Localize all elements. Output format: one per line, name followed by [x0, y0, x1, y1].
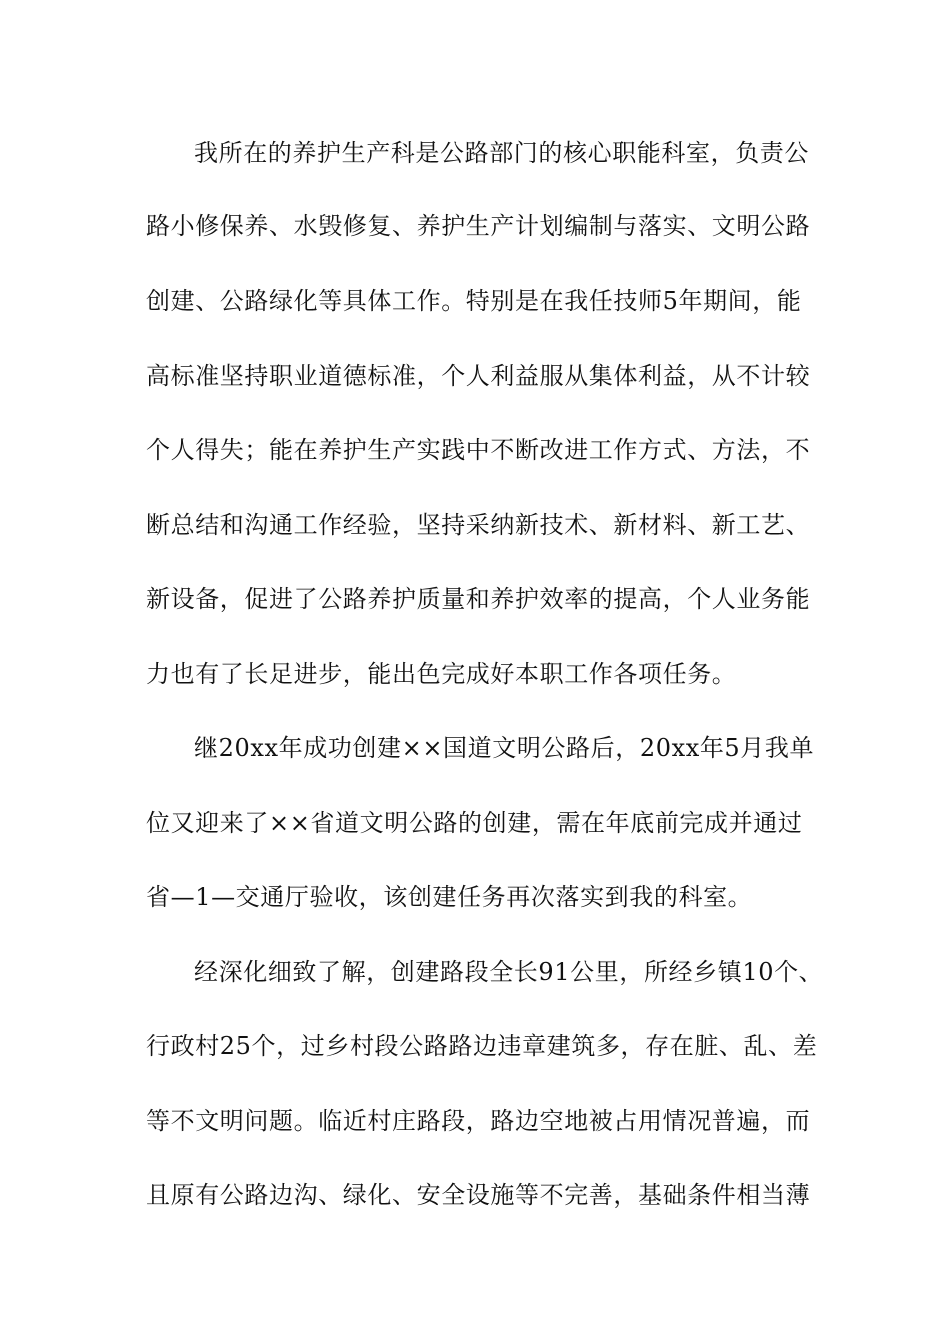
paragraph-1-line-1: 我所在的养护生产科是公路部门的核心职能科室，负责公: [194, 139, 809, 167]
paragraph-1-line-5: 个人得失；能在养护生产实践中不断改进工作方式、方法，不: [146, 436, 811, 464]
paragraph-1-line-8: 力也有了长足进步，能出色完成好本职工作各项任务。: [146, 660, 737, 688]
paragraph-2-line-2: 位又迎来了××省道文明公路的创建，需在年底前完成并通过: [146, 809, 803, 837]
paragraph-1-line-7: 新设备，促进了公路养护质量和养护效率的提高，个人业务能: [146, 585, 811, 613]
paragraph-1-line-3: 创建、公路绿化等具体工作。特别是在我任技师5年期间，能: [146, 287, 802, 315]
paragraph-1-line-2: 路小修保养、水毁修复、养护生产计划编制与落实、文明公路: [146, 212, 811, 240]
paragraph-2-line-3: 省—1—交通厅验收，该创建任务再次落实到我的科室。: [146, 883, 753, 911]
paragraph-3-line-3: 等不文明问题。临近村庄路段，路边空地被占用情况普遍，而: [146, 1107, 811, 1135]
paragraph-1-line-6: 断总结和沟通工作经验，坚持采纳新技术、新材料、新工艺、: [146, 511, 811, 539]
paragraph-1-line-4: 高标准坚持职业道德标准，个人利益服从集体利益，从不计较: [146, 362, 811, 390]
paragraph-3-line-4: 且原有公路边沟、绿化、安全设施等不完善，基础条件相当薄: [146, 1181, 811, 1209]
paragraph-3-line-2: 行政村25个，过乡村段公路路边违章建筑多，存在脏、乱、差: [146, 1032, 818, 1060]
paragraph-3-line-1: 经深化细致了解，创建路段全长91公里，所经乡镇10个、: [194, 958, 824, 986]
paragraph-2-line-1: 继20xx年成功创建××国道文明公路后，20xx年5月我单: [194, 734, 815, 762]
